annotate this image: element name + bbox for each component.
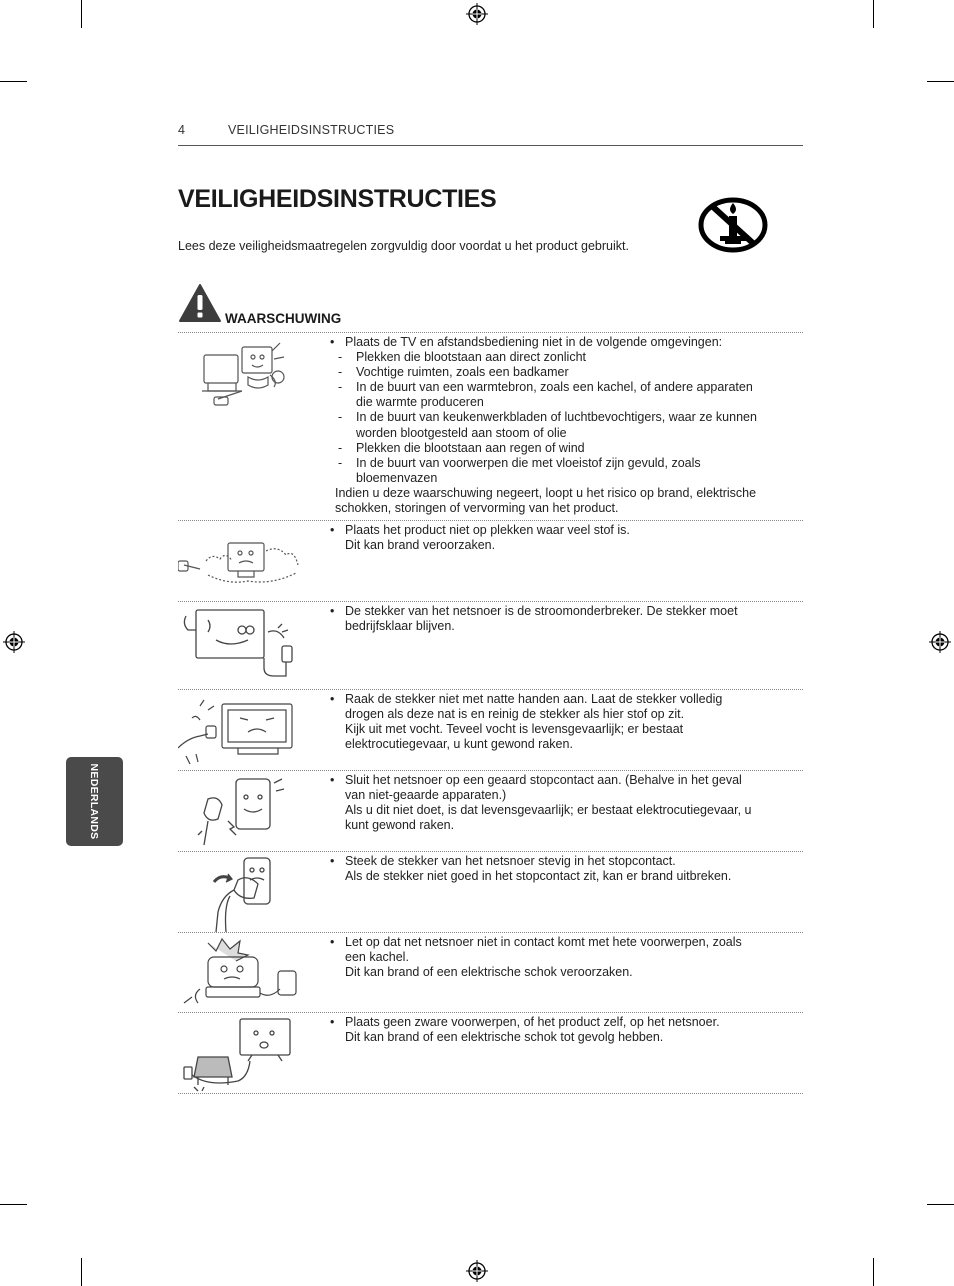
- warning-consequence: Indien u deze waarschuwing negeert, loopt u het risico op brand, elektrische schokken, storingen of vervorming van het product.: [335, 485, 757, 516]
- wet-hands-plug-illustration: [178, 694, 306, 768]
- environment-list-item: - Plekken die blootstaan aan regen of wind: [330, 441, 800, 456]
- warning-item: [178, 602, 803, 690]
- environment-list-item: - Plekken die blootstaan aan direct zonlicht: [330, 350, 800, 365]
- language-side-tab: [66, 757, 123, 846]
- warning-bullet: • Steek de stekker van het netsnoer stevig in het stopcontact.: [330, 854, 800, 869]
- warning-text-continued: drogen als deze nat is en reinig de stekker als hier stof op zit.: [345, 707, 685, 722]
- running-header: [178, 123, 803, 146]
- no-open-flame-icon: [698, 196, 768, 254]
- warning-consequence: Dit kan brand of een elektrische schok tot gevolg hebben.: [345, 1030, 664, 1045]
- warning-item: [178, 1013, 803, 1094]
- grounded-outlet-illustration: [178, 775, 306, 849]
- warning-text-continued: Als u dit niet doet, is dat levensgevaarlijk; er bestaat elektrocutiegevaar, u: [345, 803, 752, 818]
- crop-mark: [81, 0, 82, 28]
- warning-text-continued: Kijk uit met vocht. Teveel vocht is levensgevaarlijk; er bestaat: [345, 722, 684, 737]
- registration-mark-icon: [3, 631, 25, 653]
- registration-mark-icon: [466, 1260, 488, 1282]
- warning-consequence: Als de stekker niet goed in het stopcontact zit, kan er brand uitbreken.: [345, 869, 732, 884]
- warning-bullet: • Plaats geen zware voorwerpen, of het product zelf, op het netsnoer.: [330, 1015, 800, 1030]
- language-label: NEDERLANDS: [88, 763, 101, 840]
- warning-bullet: • De stekker van het netsnoer is de stroomonderbreker. De stekker moet: [330, 604, 800, 619]
- warning-consequence: Dit kan brand veroorzaken.: [345, 538, 496, 553]
- warning-text-continued: van niet-geaarde apparaten.): [345, 788, 507, 803]
- warning-text-continued: bedrijfsklaar blijven.: [345, 619, 455, 634]
- warning-item: [178, 690, 803, 771]
- crop-mark: [81, 1258, 82, 1286]
- warning-consequence: elektrocutiegevaar, u kunt gewond raken.: [345, 737, 573, 752]
- warning-bullet: • Plaats het product niet op plekken waar veel stof is.: [330, 523, 800, 538]
- environment-list-item: - Vochtige ruimten, zoals een badkamer: [330, 365, 800, 380]
- warning-consequence: Dit kan brand of een elektrische schok veroorzaken.: [345, 965, 633, 980]
- warning-item: [178, 771, 803, 852]
- warning-triangle-icon: [178, 283, 222, 323]
- crop-mark: [873, 0, 874, 28]
- registration-mark-icon: [466, 3, 488, 25]
- warning-bullet: • Sluit het netsnoer op een geaard stopcontact aan. (Behalve in het geval: [330, 773, 800, 788]
- crop-mark: [0, 1204, 27, 1205]
- plug-disconnect-illustration: [178, 606, 306, 684]
- warning-label: WAARSCHUWING: [225, 311, 342, 326]
- warning-heading: [178, 283, 803, 333]
- warning-text-continued: een kachel.: [345, 950, 409, 965]
- dusty-place-illustration: [178, 525, 306, 595]
- environment-list-item: - In de buurt van keukenwerkbladen of luchtbevochtigers, waar ze kunnen worden blootgesteld aan stoom of olie: [330, 410, 800, 440]
- warning-bullet: • Raak de stekker niet met natte handen aan. Laat de stekker volledig: [330, 692, 800, 707]
- crop-mark: [0, 81, 27, 82]
- warning-bullet: • Plaats de TV en afstandsbediening niet in de volgende omgevingen:: [330, 335, 800, 350]
- insert-plug-firmly-illustration: [178, 856, 306, 932]
- warning-bullet: • Let op dat net netsnoer niet in contact komt met hete voorwerpen, zoals: [330, 935, 800, 950]
- warning-item: [178, 333, 803, 521]
- crop-mark: [927, 81, 954, 82]
- page-title: VEILIGHEIDSINSTRUCTIES: [178, 185, 497, 213]
- crop-mark: [927, 1204, 954, 1205]
- intro-text: Lees deze veiligheidsmaatregelen zorgvuldig door voordat u het product gebruikt.: [178, 239, 629, 253]
- environment-list-item: - In de buurt van voorwerpen die met vloeistof zijn gevuld, zoals bloemenvazen: [330, 456, 800, 486]
- cord-hot-object-illustration: [178, 937, 306, 1011]
- warning-item: [178, 933, 803, 1013]
- page-number: 4: [178, 123, 185, 137]
- tv-hazard-environments-illustration: [178, 337, 306, 417]
- environment-list-item: - In de buurt van een warmtebron, zoals een kachel, of andere apparaten die warmte produceren: [330, 380, 800, 410]
- header-section-title: VEILIGHEIDSINSTRUCTIES: [228, 123, 395, 137]
- warning-item: [178, 852, 803, 933]
- registration-mark-icon: [929, 631, 951, 653]
- warning-consequence: kunt gewond raken.: [345, 818, 455, 833]
- heavy-object-on-cord-illustration: [178, 1017, 306, 1093]
- crop-mark: [873, 1258, 874, 1286]
- warning-item: [178, 521, 803, 602]
